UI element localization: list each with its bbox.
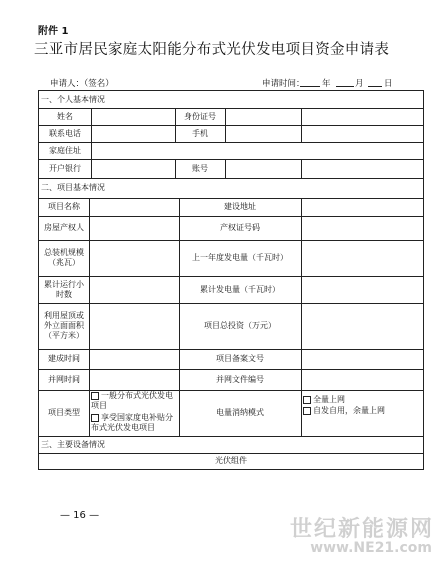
label-record-no: 项目备案文号: [216, 354, 264, 363]
label-total-invest: 项目总投资（万元）: [204, 321, 276, 330]
label-address: 家庭住址: [49, 145, 81, 155]
label-mobile: 手机: [192, 128, 208, 138]
checkbox-icon[interactable]: [91, 392, 99, 400]
watermark-url: www.NE21.com: [310, 540, 432, 556]
label-owner: 房屋产权人: [44, 223, 84, 232]
label-build-time: 建成时间: [48, 354, 80, 363]
section-project: 二、项目基本情况: [41, 183, 105, 192]
type-option-subsidy[interactable]: 享受国家度电补贴分布式光伏发电项目: [91, 413, 173, 432]
label-bank: 开户银行: [49, 163, 81, 173]
label-project-name: 项目名称: [48, 202, 80, 211]
label-property-cert: 产权证号码: [220, 223, 260, 232]
applicant-label: 申请人：（签名）: [50, 79, 114, 89]
label-project-type: 项目类型: [48, 408, 80, 417]
watermark-logo: 世纪新能源网: [289, 517, 434, 542]
label-name: 姓名: [57, 111, 73, 121]
checkbox-icon[interactable]: [303, 396, 311, 404]
checkbox-icon[interactable]: [91, 414, 99, 422]
type-option-general[interactable]: 一般分布式光伏发电项目: [91, 391, 173, 410]
date-year-blank: [300, 77, 320, 87]
section-personal: 一、个人基本情况: [41, 94, 105, 104]
date-day-blank: [368, 77, 382, 87]
application-table: [38, 90, 424, 470]
label-grid-time: 并网时间: [48, 374, 80, 384]
label-account: 账号: [192, 163, 208, 173]
date-month: 月: [355, 79, 364, 89]
date-day: 日: [384, 79, 393, 89]
label-id-card: 身份证号: [184, 111, 216, 121]
label-phone: 联系电话: [49, 128, 81, 138]
attachment-label: 附件 1: [38, 26, 69, 37]
date-year: 年: [322, 79, 331, 89]
page-title: 三亚市居民家庭太阳能分布式光伏发电项目资金申请表: [34, 42, 390, 58]
section-equipment: 三、主要设备情况: [41, 439, 105, 449]
date-label: 申请时间：: [262, 79, 305, 89]
date-month-blank: [336, 77, 354, 87]
cons-option-self-use[interactable]: 自发自用，余量上网: [301, 406, 423, 432]
label-capacity: 总装机规模（兆瓦）: [44, 248, 84, 267]
label-pv-modules: 光伏组件: [215, 456, 247, 465]
label-consumption: 电量消纳模式: [216, 408, 264, 417]
page-number: — 16 —: [60, 510, 100, 521]
cons-option-full-grid[interactable]: 全量上网: [301, 394, 423, 406]
label-total-gen: 累计发电量（千瓦时）: [200, 284, 280, 294]
label-roof-area: 利用屋顶或外立面面积（平方米）: [44, 311, 84, 340]
label-run-hours: 累计运行小时数: [44, 279, 84, 299]
label-grid-doc: 并网文件编号: [216, 374, 264, 384]
label-build-address: 建设地址: [224, 202, 256, 211]
label-last-year-gen: 上一年度发电量（千瓦时）: [192, 253, 288, 262]
checkbox-icon[interactable]: [303, 407, 311, 415]
